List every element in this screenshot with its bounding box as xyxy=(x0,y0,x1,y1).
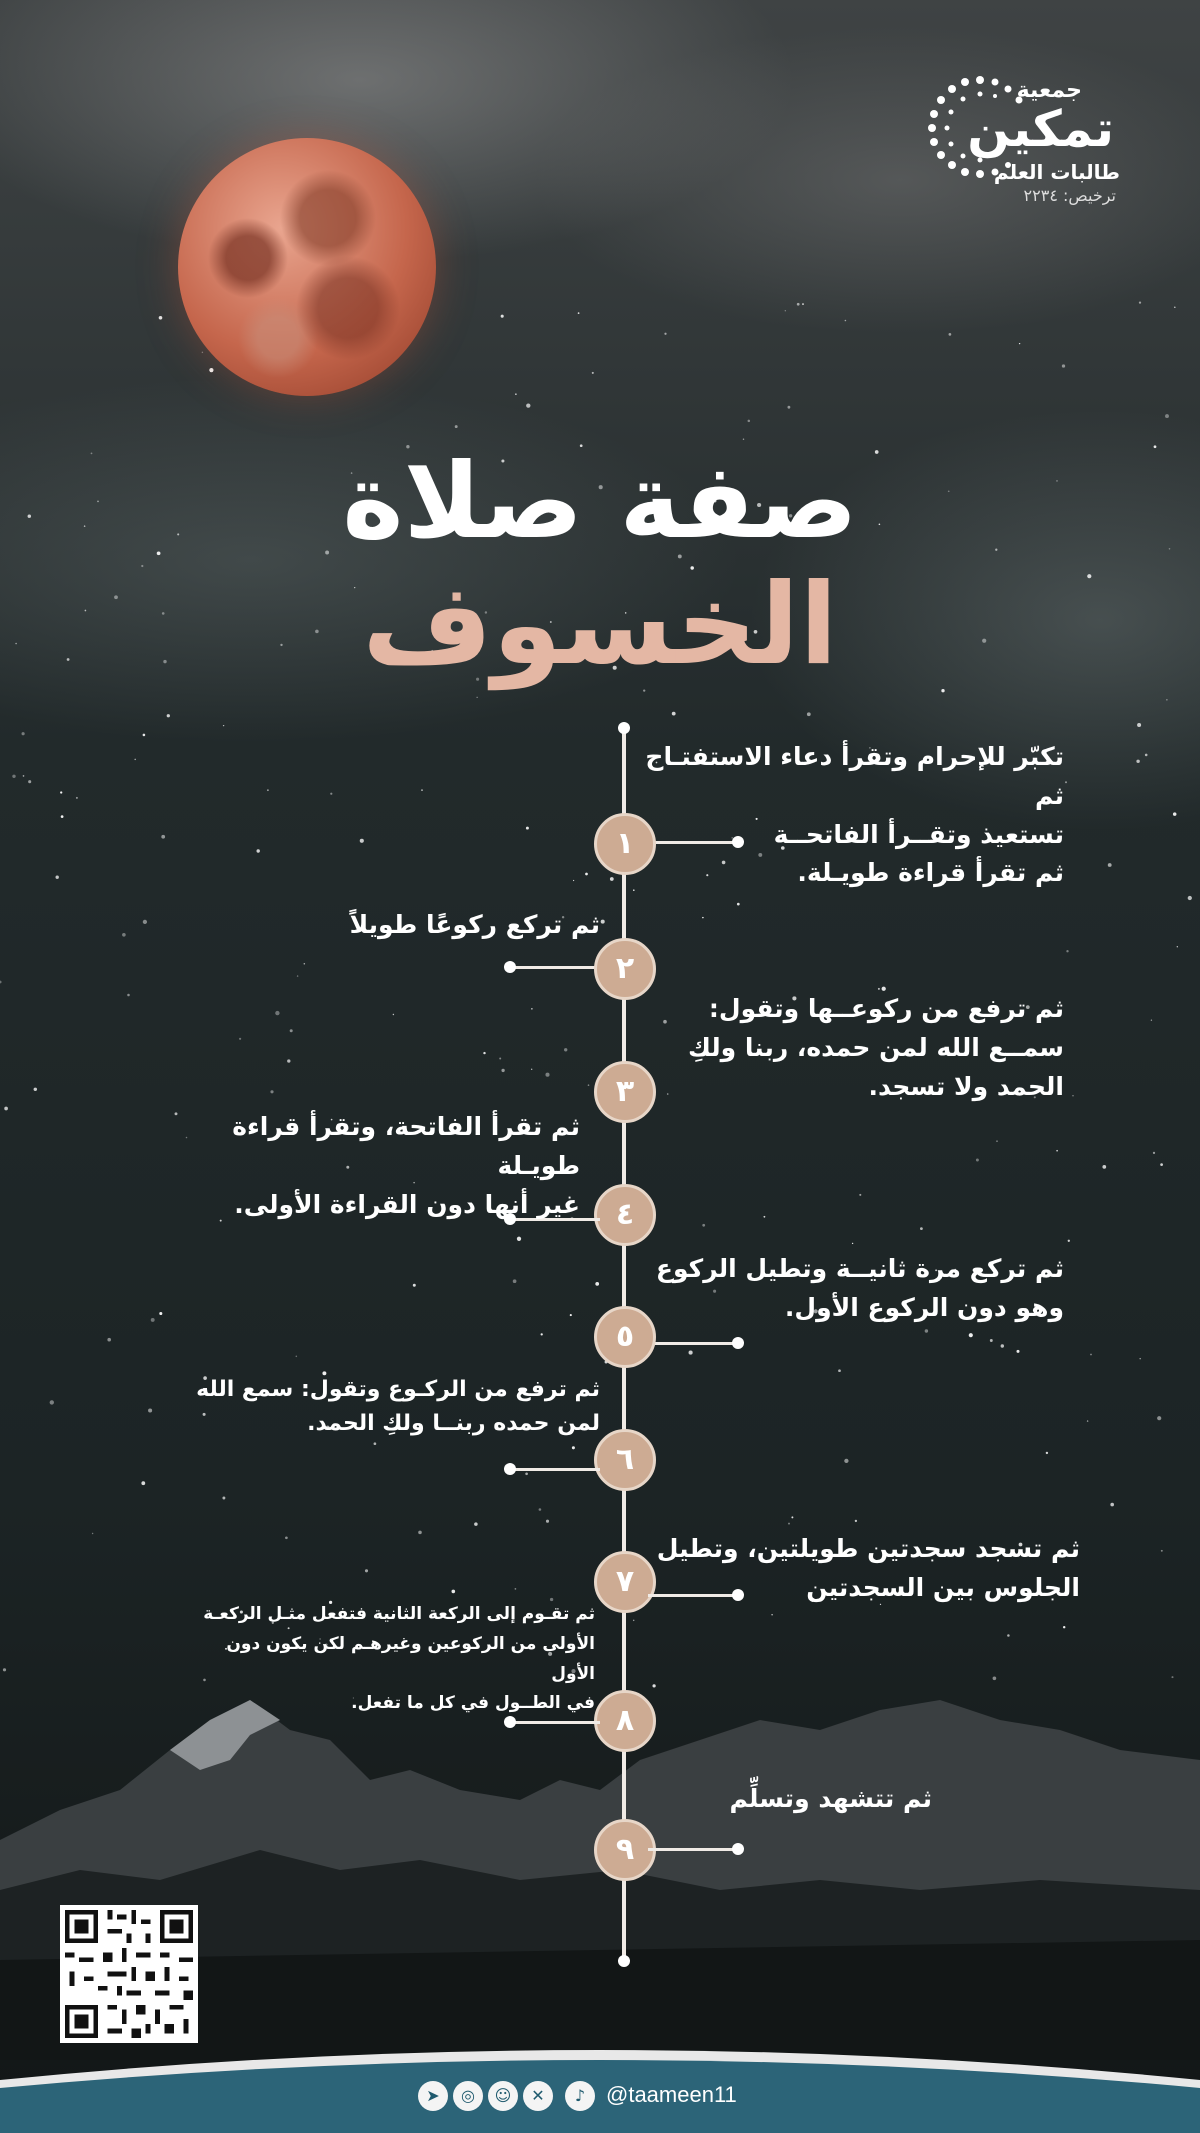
instagram-icon[interactable]: ◎ xyxy=(453,2081,483,2111)
step-connector-dot xyxy=(504,961,516,973)
step-connector-dot xyxy=(504,1463,516,1475)
step-connector xyxy=(648,1848,738,1851)
qr-code[interactable] xyxy=(60,1905,198,2043)
step-9-text: ثم تتشهد وتسلِّم xyxy=(729,1784,932,1813)
step-2-text: ثم تركع ركوعًا طويلاً xyxy=(349,910,600,939)
step-connector xyxy=(510,1721,600,1724)
step-connector xyxy=(510,1468,600,1471)
step-number-5: ٥ xyxy=(594,1306,656,1368)
step-number-1: ١ xyxy=(594,813,656,875)
page-title: صفة صلاة xyxy=(342,440,858,562)
step-number-6: ٦ xyxy=(594,1429,656,1491)
logo-license: ترخيص: ٢٢٣٤ xyxy=(1023,186,1116,205)
step-3-text: ثم ترفع من ركوعــها وتقول: سمــع الله لمن حمده، ربنا ولكِ الحمد ولا تسجد. xyxy=(687,994,1064,1101)
step-5-text: ثم تركع مرة ثانيــة وتطيل الركوع وهو دون الركوع الأول. xyxy=(655,1254,1064,1322)
footer-band xyxy=(0,2040,1200,2133)
step-number-2: ٢ xyxy=(594,938,656,1000)
page-title-highlight: الخسوف xyxy=(362,560,838,690)
logo-name: تمكين xyxy=(967,100,1114,158)
social-handle[interactable]: @taameen11 xyxy=(606,2082,737,2107)
step-number-8: ٨ xyxy=(594,1690,656,1752)
x-icon[interactable]: ✕ xyxy=(523,2081,553,2111)
step-4-text: ثم تقرأ الفاتحة، وتقرأ قراءة طويـلة غير أنها دون القراءة الأولى. xyxy=(232,1112,580,1219)
step-number-7: ٧ xyxy=(594,1551,656,1613)
step-connector-dot xyxy=(732,1337,744,1349)
snapchat-icon[interactable]: ☺ xyxy=(488,2081,518,2111)
step-7-text: ثم تسجد سجدتين طويلتين، وتطيل الجلوس بين السجدتين xyxy=(656,1534,1080,1602)
telegram-icon[interactable]: ➤ xyxy=(418,2081,448,2111)
step-number-4: ٤ xyxy=(594,1184,656,1246)
step-number-9: ٩ xyxy=(594,1819,656,1881)
step-connector xyxy=(648,1342,738,1345)
step-connector xyxy=(510,966,600,969)
timeline-end-dot xyxy=(618,1955,630,1967)
step-6-text: ثم ترفع من الركـوع وتقول: سمع الله لمن حمده ربنــا ولكِ الحمد. xyxy=(196,1377,600,1437)
logo-subtitle: طالبات العلم xyxy=(993,160,1120,184)
step-8-text: ثم تقـوم إلى الركعة الثانية فتفعل مثـل الركعـة الأولى من الركوعين وغيرهـم لكن يكون دون الأول في الطــول في كل ما تفعل. xyxy=(203,1604,595,1714)
timeline-start-dot xyxy=(618,722,630,734)
red-moon-illustration xyxy=(178,138,436,396)
tiktok-icon[interactable]: ♪ xyxy=(565,2081,595,2111)
step-number-3: ٣ xyxy=(594,1061,656,1123)
step-connector-dot xyxy=(732,1843,744,1855)
step-1-text: تكبّر للإحرام وتقرأ دعاء الاستفتـاح ثم تستعيذ وتقــرأ الفاتحــة ثم تقرأ قراءة طويـلة. xyxy=(645,742,1064,888)
logo-prefix: جمعية xyxy=(1016,78,1082,103)
